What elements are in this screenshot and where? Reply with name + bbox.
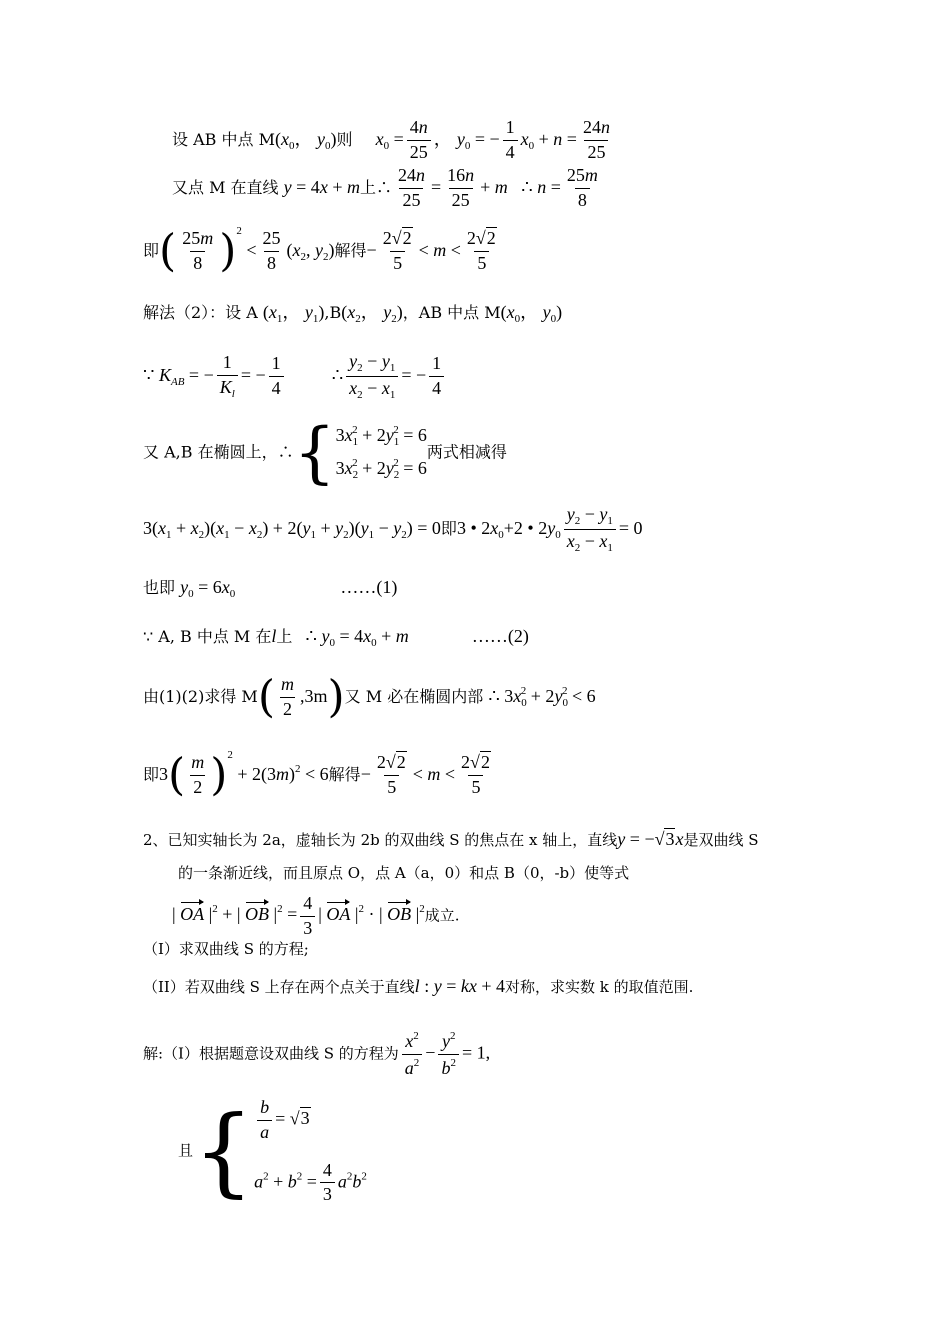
math: | OA $|^2$ · | OB $|^2$ xyxy=(318,903,425,925)
math: y = 4x + m xyxy=(283,176,360,197)
text: ……(2) xyxy=(471,626,529,646)
math: $x_0$ = xyxy=(375,128,404,152)
math: | OA $|^2$ + | OB $|^2$ = xyxy=(172,903,298,925)
brace: { xyxy=(193,1095,255,1208)
fraction: $\frac{4}{3}$ xyxy=(300,894,315,939)
paren: ( xyxy=(257,671,275,723)
text: 且 xyxy=(178,1141,194,1160)
math: = xyxy=(430,176,442,197)
solution-system xyxy=(178,1095,367,1208)
text: 解得 xyxy=(328,765,361,784)
math: ($x_2$， $y_2$) xyxy=(341,302,403,325)
math: 3 xyxy=(159,764,169,784)
text: 即 xyxy=(143,241,160,260)
fraction: $\frac{m}{2}$ xyxy=(280,674,294,719)
fraction: $\frac{4n}{25}$ xyxy=(407,118,431,163)
paren: ( xyxy=(159,225,177,277)
math: $3(x_1 + x_2)(x_1 - x_2) + 2(y_1 + y_2)(y_1 - y_2) = 0$ xyxy=(143,518,441,542)
text: ∵ A, B 中点 M 在 xyxy=(143,627,272,646)
line-subtract xyxy=(143,505,643,554)
math: ($x_1$， $y_1$) xyxy=(262,302,325,325)
paren: ) xyxy=(210,749,228,801)
text: 即 xyxy=(143,765,160,784)
math: = − xyxy=(240,365,266,386)
math: < m < xyxy=(412,764,456,784)
text: 设 AB 中点 M xyxy=(172,129,275,149)
problem-2-line1 xyxy=(143,830,759,848)
fraction: $\frac{y^2}{b^2}$ xyxy=(438,1030,459,1079)
math: $x_0 + n$ = xyxy=(520,128,577,152)
text: 解得 xyxy=(334,241,367,260)
text: 则 xyxy=(336,129,353,149)
math: = 0 xyxy=(618,518,643,539)
math: l : y = kx + 4 xyxy=(414,976,505,996)
fraction: $\frac{1}{4}$ xyxy=(269,354,284,399)
problem-2-vector-eq xyxy=(172,894,459,939)
math: ， xyxy=(433,128,452,149)
math: ($x_2$, $y_2$) xyxy=(286,240,335,263)
math: − xyxy=(360,764,371,784)
fraction: $\frac{25}{8}$ xyxy=(262,228,281,273)
fraction: $\frac{4}{3}$ xyxy=(320,1161,335,1206)
text: 上 xyxy=(276,627,293,646)
math: $y_0 = 6x_0$ xyxy=(180,577,236,600)
fraction: $\frac{y_2 - y_1}{x_2 - x_1}$ xyxy=(346,352,398,401)
text: 解法（2）：设 A xyxy=(143,303,258,322)
line-on-line xyxy=(172,166,604,211)
line-method2 xyxy=(143,303,562,325)
question-1 xyxy=(143,942,309,957)
text: ……(1) xyxy=(340,577,398,597)
math: $y_0$ = − xyxy=(456,128,500,152)
fraction: $\frac{16n}{25}$ xyxy=(447,165,475,210)
fraction: $\frac{2√2}{5}$ xyxy=(382,228,412,273)
text: （II）若双曲线 S 上存在两个点关于直线 xyxy=(143,978,415,996)
text: 的一条渐近线，而且原点 O，点 A（a，0）和点 B（0，-b）使等式 xyxy=(178,864,630,882)
math: y = −√3x xyxy=(617,829,684,849)
fraction: $\frac{24n}{25}$ xyxy=(397,165,425,210)
math: ∴ $y_0 = 4x_0 + m$ xyxy=(305,626,409,649)
text: 由(1)(2)求得 M xyxy=(143,686,258,706)
paren: ) xyxy=(327,671,345,723)
math: − xyxy=(366,240,377,260)
fraction: $\frac{2√2}{5}$ xyxy=(466,228,496,273)
line-slope xyxy=(143,352,447,401)
math: ($x_0$， $y_0$) xyxy=(500,302,563,325)
fraction: $\frac{1}{4}$ xyxy=(503,118,518,163)
text: 也即 xyxy=(143,578,176,597)
brace: { xyxy=(293,414,336,491)
math: $^2 + 2(3m)^2 < 6$ xyxy=(227,749,329,784)
equation-system: $3x_1^2 + 2y_1^2 = 6$ $3x_2^2 + 2y_2^2 = 6$ xyxy=(335,424,427,481)
text: （I）求双曲线 S 的方程; xyxy=(143,940,309,958)
math: < m < xyxy=(418,240,461,260)
text: 又 M 必在椭圆内部 xyxy=(344,686,484,706)
math: $^2$ < xyxy=(236,225,257,260)
problem-2-line2 xyxy=(178,866,629,881)
math: ,3m xyxy=(299,685,328,706)
fraction: $\frac{1}{4}$ xyxy=(429,354,444,399)
fraction: $\frac{x^2}{a^2}$ xyxy=(402,1030,423,1079)
math: l xyxy=(271,626,277,646)
paren: ( xyxy=(168,749,186,801)
solution-line1 xyxy=(143,1030,490,1079)
math: ∴ $3x_0^2 + 2y_0^2 < 6$ xyxy=(488,684,596,709)
fraction: $\frac{1}{K_l}$ xyxy=(217,353,238,400)
math: ∴ xyxy=(331,365,344,386)
line-midpoint-ab xyxy=(172,118,616,163)
text: 又点 M 在直线 xyxy=(172,177,279,197)
question-2 xyxy=(143,977,693,995)
text: 成立. xyxy=(424,906,460,925)
line-ellipse-system xyxy=(143,414,507,491)
text: ,B xyxy=(324,303,342,322)
text: 2、已知实轴长为 2a，虚轴长为 2b 的双曲线 S 的焦点在 x 轴上，直线 xyxy=(143,831,618,849)
text: 两式相减得 xyxy=(426,442,507,462)
text: ，AB 中点 M xyxy=(402,303,501,322)
fraction: $\frac{m}{2}$ xyxy=(191,752,205,797)
math: + m ∴ n = xyxy=(480,176,561,197)
fraction: $\frac{y_2 - y_1}{x_2 - x_1}$ xyxy=(564,505,616,554)
text: 上∴ xyxy=(359,177,392,197)
math: − xyxy=(425,1042,436,1063)
equation-system: $\frac{b}{a}$ = √3 $a^2 + b^2$ = $\frac{4}{3}$ $a^2b^2$ xyxy=(254,1097,367,1205)
fraction: $\frac{b}{a}$ xyxy=(257,1098,272,1143)
line-solve-m xyxy=(143,671,596,723)
math: ($x_0$， $y_0$) xyxy=(274,128,337,152)
fraction: $\frac{25m}{8}$ xyxy=(566,165,598,210)
math: ∵ $K_{AB}$ = − xyxy=(143,365,214,389)
text: 即 xyxy=(440,519,457,539)
fraction: $\frac{24n}{25}$ xyxy=(582,117,610,162)
text: 对称，求实数 k 的取值范围. xyxy=(505,978,694,996)
text: 又 A,B 在椭圆上，∴ xyxy=(143,442,294,462)
fraction: $\frac{2√2}{5}$ xyxy=(461,752,490,797)
math: = − xyxy=(401,365,427,386)
line-eq1 xyxy=(143,578,397,600)
math: 3 • $2x_0+2$ • $2y_0$ xyxy=(456,518,561,542)
text: 是双曲线 S xyxy=(683,831,759,849)
paren: ) xyxy=(219,225,237,277)
fraction: $\frac{25m}{8}$ xyxy=(182,228,214,273)
line-inequality xyxy=(143,225,503,277)
line-result xyxy=(143,749,497,801)
math: = 1, xyxy=(461,1042,491,1063)
fraction: $\frac{2√2}{5}$ xyxy=(376,752,406,797)
line-eq2 xyxy=(143,627,529,649)
text: 解:（I）根据题意设双曲线 S 的方程为 xyxy=(143,1044,399,1063)
